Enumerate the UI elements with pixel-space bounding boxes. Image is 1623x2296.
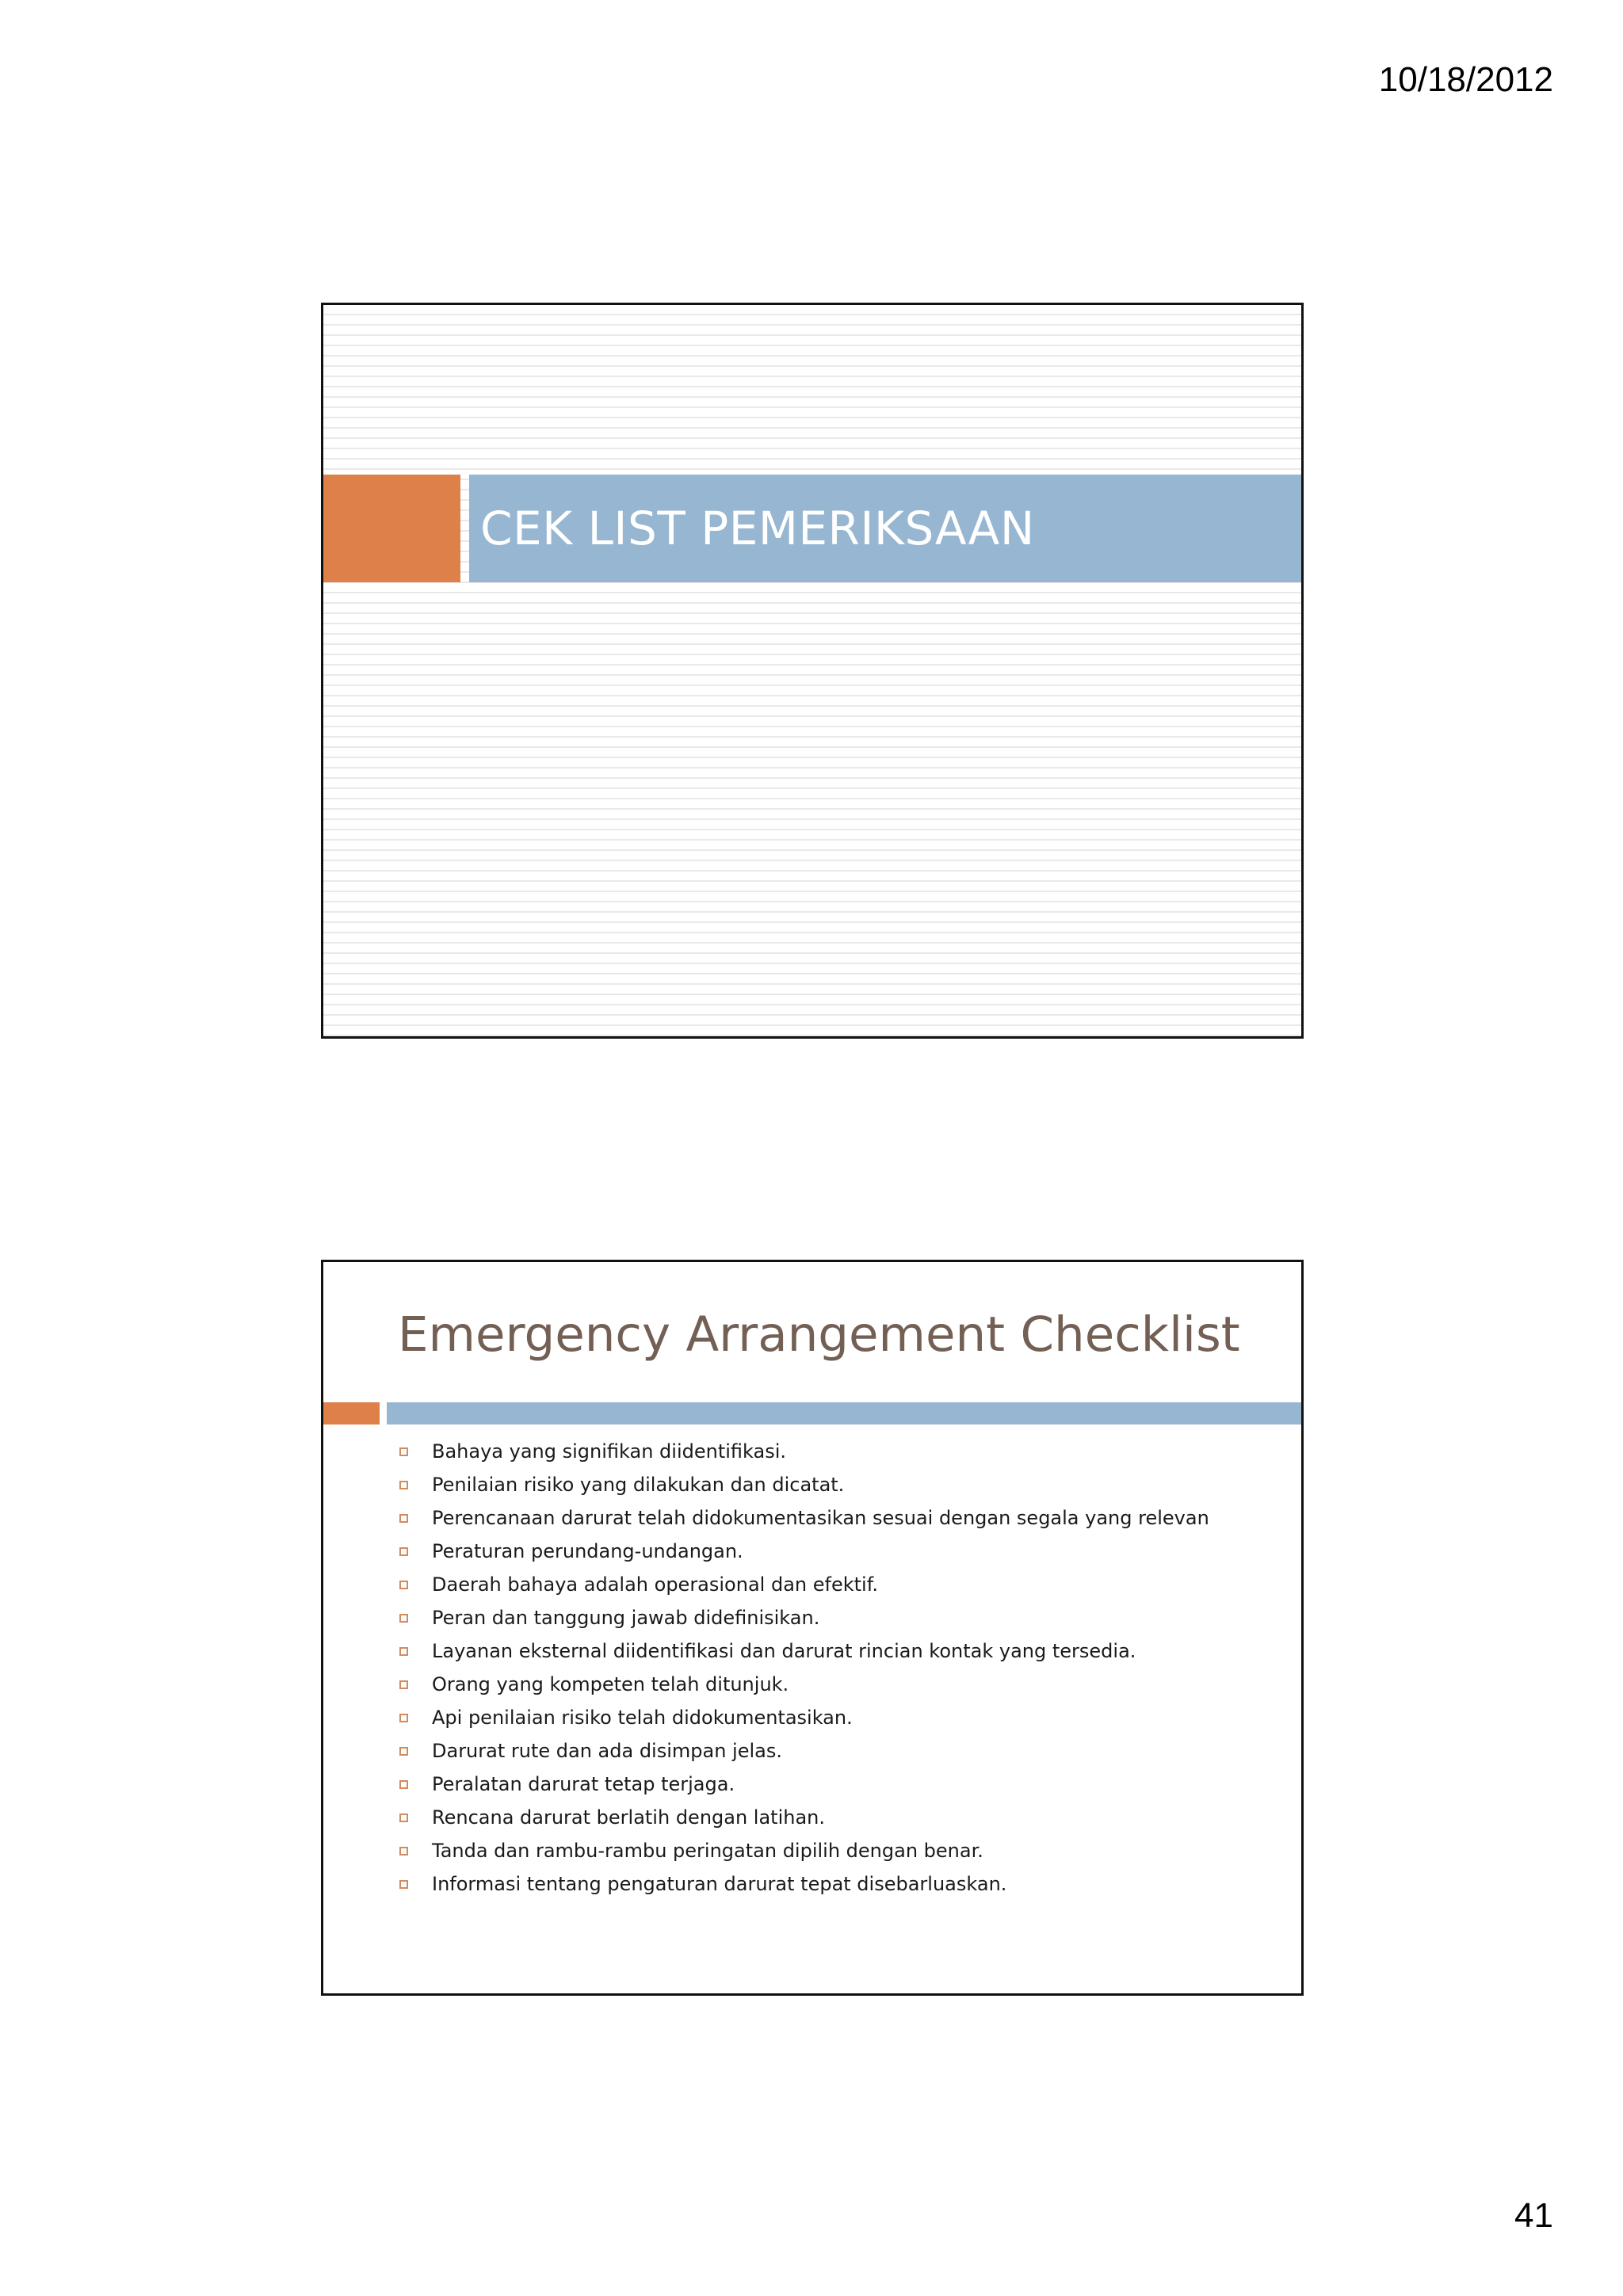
orange-accent-block [323,475,460,582]
checkbox-bullet-icon [399,1880,408,1889]
checkbox-bullet-icon [399,1614,408,1623]
list-item [396,1768,1270,1801]
list-item [396,1601,1270,1634]
list-item [396,1701,1270,1734]
checkbox-bullet-icon [399,1547,408,1556]
title-band [469,475,1301,582]
checkbox-bullet-icon [399,1680,408,1689]
list-item [396,1435,1270,1468]
checkbox-bullet-icon [399,1847,408,1855]
list-item [396,1734,1270,1768]
slide-cek-list [321,303,1304,1039]
list-item [396,1634,1270,1668]
list-item [396,1501,1270,1535]
checklist [396,1435,1270,1901]
slide-title: Emergency Arrangement Checklist [398,1306,1240,1363]
list-item-text: Penilaian risiko yang dilakukan dan dicatat. [432,1474,845,1496]
list-item-text: Informasi tentang pengaturan darurat tepat disebarluaskan. [432,1873,1007,1895]
checkbox-bullet-icon [399,1814,408,1822]
list-item-text: Peraturan perundang-undangan. [432,1540,743,1562]
checkbox-bullet-icon [399,1581,408,1589]
list-item [396,1668,1270,1701]
list-item [396,1834,1270,1867]
list-item [396,1568,1270,1601]
page-number: 41 [1514,2196,1553,2235]
list-item-text: Peran dan tanggung jawab didefinisikan. [432,1607,820,1629]
list-item [396,1801,1270,1834]
checkbox-bullet-icon [399,1481,408,1489]
checkbox-bullet-icon [399,1647,408,1656]
checkbox-bullet-icon [399,1447,408,1456]
list-item-text: Peralatan darurat tetap terjaga. [432,1773,735,1795]
list-item-text: Tanda dan rambu-rambu peringatan dipilih dengan benar. [432,1840,983,1862]
checkbox-bullet-icon [399,1780,408,1789]
orange-accent-block [323,1402,380,1425]
title-underline-band [387,1402,1301,1425]
slide-emergency-checklist [321,1260,1304,1996]
list-item-text: Bahaya yang signifikan diidentifikasi. [432,1440,786,1463]
list-item-text: Darurat rute dan ada disimpan jelas. [432,1740,782,1762]
list-item-text: Orang yang kompeten telah ditunjuk. [432,1673,789,1695]
list-item-text: Layanan eksternal diidentifikasi dan darurat rincian kontak yang tersedia. [432,1640,1136,1662]
list-item-text: Api penilaian risiko telah didokumentasikan. [432,1707,853,1729]
list-item [396,1867,1270,1901]
checkbox-bullet-icon [399,1714,408,1722]
checkbox-bullet-icon [399,1514,408,1523]
list-item-text: Daerah bahaya adalah operasional dan efektif. [432,1573,879,1596]
list-item [396,1468,1270,1501]
list-item [396,1535,1270,1568]
list-item-text: Perencanaan darurat telah didokumentasikan sesuai dengan segala yang relevan [432,1507,1209,1529]
page-date: 10/18/2012 [1378,60,1553,99]
checkbox-bullet-icon [399,1747,408,1756]
list-item-text: Rencana darurat berlatih dengan latihan. [432,1806,826,1829]
slide-title: CEK LIST PEMERIKSAAN [480,502,1035,555]
